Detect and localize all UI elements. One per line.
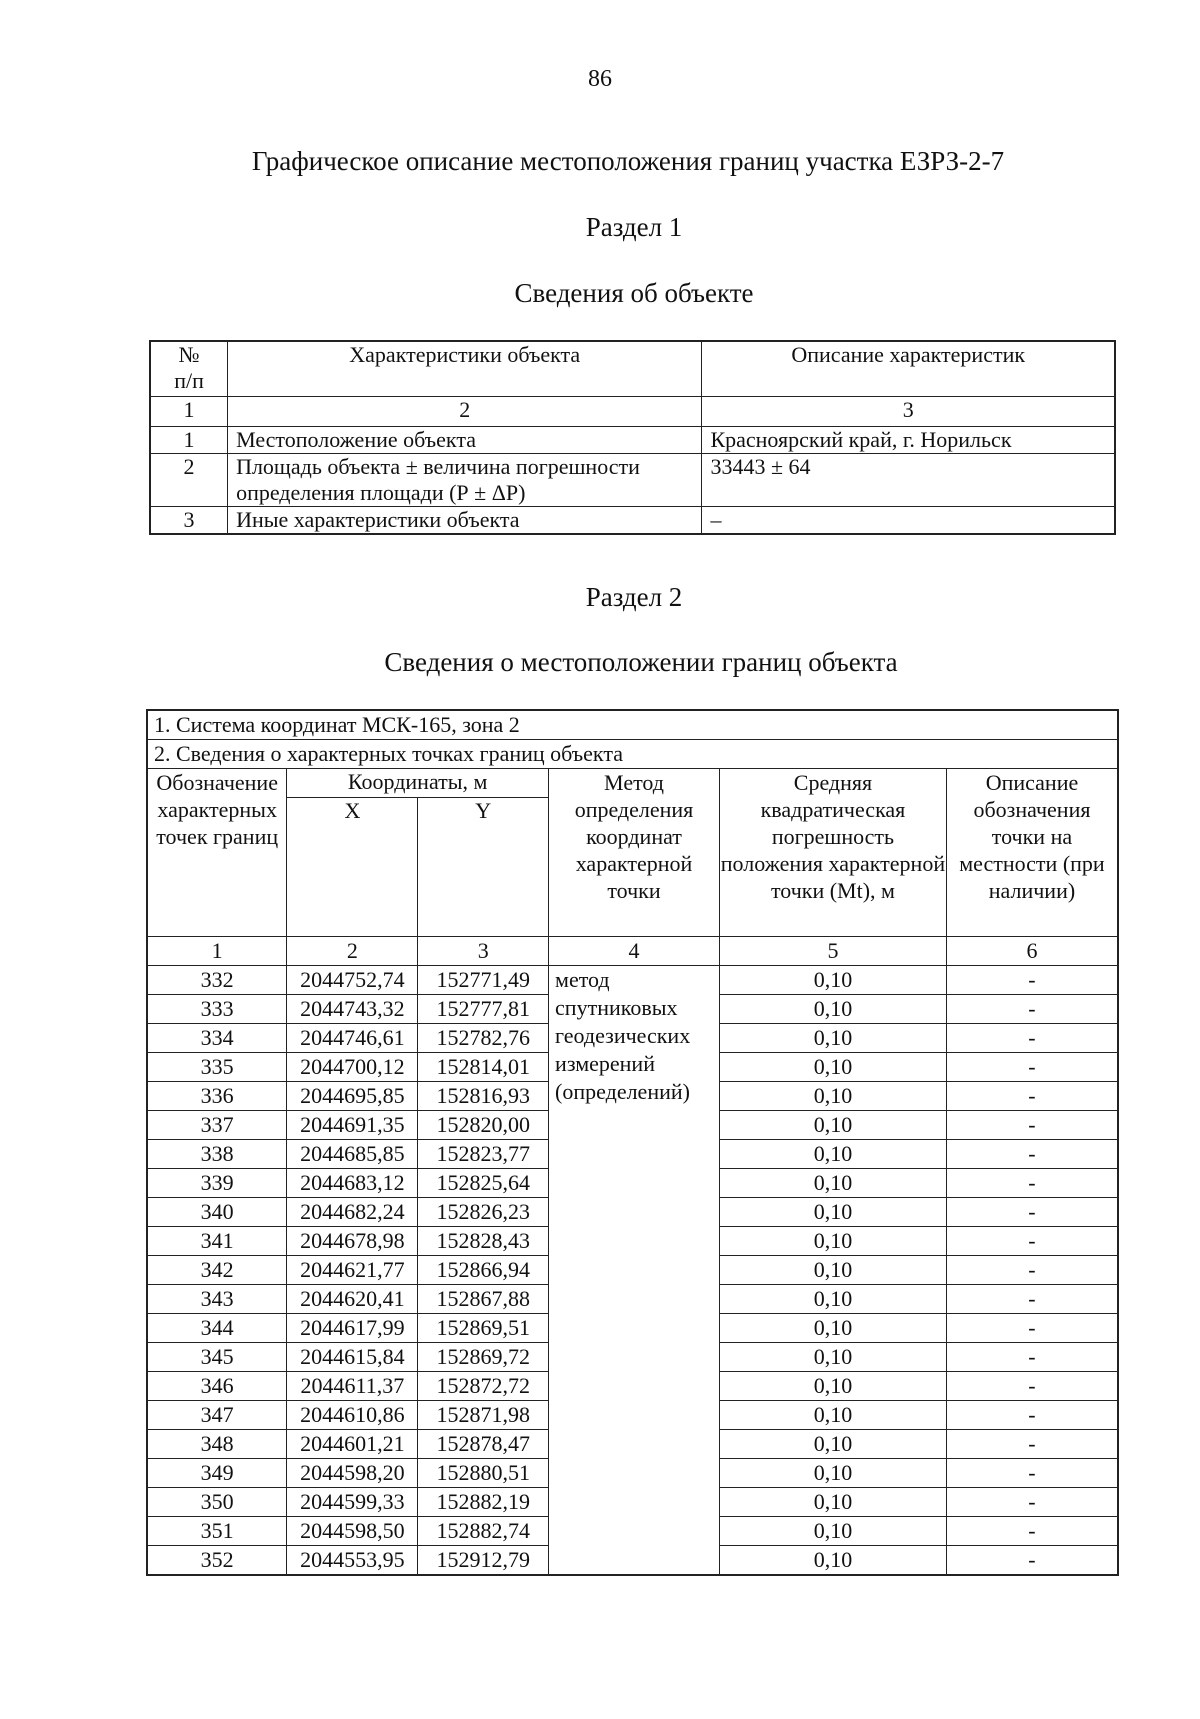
point-x: 2044683,12	[287, 1169, 418, 1198]
point-description: -	[946, 1169, 1118, 1198]
point-description: -	[946, 1256, 1118, 1285]
point-id: 348	[147, 1430, 287, 1459]
point-error: 0,10	[719, 1517, 946, 1546]
boundary-points-table	[146, 709, 1119, 1576]
point-y: 152777,81	[418, 995, 549, 1024]
section1-subtitle: Сведения об объекте	[514, 278, 754, 308]
colnum-cell: 3	[418, 937, 549, 966]
point-x: 2044610,86	[287, 1401, 418, 1430]
point-y: 152871,98	[418, 1401, 549, 1430]
header-cell-characteristics: Характеристики объекта	[228, 341, 702, 397]
colnum-cell: 6	[946, 937, 1118, 966]
row-name: Площадь объекта ± величина погрешности определения площади (Р ± ΔР)	[228, 454, 702, 507]
point-error: 0,10	[719, 1140, 946, 1169]
point-x: 2044691,35	[287, 1111, 418, 1140]
row-value: Красноярский край, г. Норильск	[702, 427, 1115, 454]
coord-system-cell: 1. Система координат МСК-165, зона 2	[147, 710, 1118, 740]
point-error: 0,10	[719, 1430, 946, 1459]
point-description: -	[946, 1024, 1118, 1053]
row-name: Местоположение объекта	[228, 427, 702, 454]
points-colnum-row	[147, 937, 1118, 966]
point-description: -	[946, 1517, 1118, 1546]
row-number: 1	[150, 427, 228, 454]
point-y: 152771,49	[418, 966, 549, 995]
object-table-colnum-row	[150, 397, 1115, 427]
point-error: 0,10	[719, 1169, 946, 1198]
point-id: 343	[147, 1285, 287, 1314]
point-x: 2044601,21	[287, 1430, 418, 1459]
point-error: 0,10	[719, 1459, 946, 1488]
point-x: 2044620,41	[287, 1285, 418, 1314]
point-error: 0,10	[719, 1053, 946, 1082]
point-error: 0,10	[719, 995, 946, 1024]
point-error: 0,10	[719, 1256, 946, 1285]
point-id: 352	[147, 1546, 287, 1576]
point-y: 152869,51	[418, 1314, 549, 1343]
point-description: -	[946, 1227, 1118, 1256]
row-value: –	[702, 507, 1115, 535]
point-description: -	[946, 1401, 1118, 1430]
method-cell: метод спутниковых геодезических измерений (определений)	[549, 966, 720, 1576]
row-value: 33443 ± 64	[702, 454, 1115, 507]
point-x: 2044621,77	[287, 1256, 418, 1285]
row-number: 3	[150, 507, 228, 535]
header-cell-description: Описание характеристик	[702, 341, 1115, 397]
point-description: -	[946, 1111, 1118, 1140]
colnum-cell: 2	[287, 937, 418, 966]
colnum-cell: 1	[150, 397, 228, 427]
point-x: 2044746,61	[287, 1024, 418, 1053]
point-description: -	[946, 1488, 1118, 1517]
point-x: 2044743,32	[287, 995, 418, 1024]
point-description: -	[946, 1082, 1118, 1111]
point-y: 152825,64	[418, 1169, 549, 1198]
point-x: 2044599,33	[287, 1488, 418, 1517]
point-x: 2044553,95	[287, 1546, 418, 1576]
point-y: 152828,43	[418, 1227, 549, 1256]
table-row	[150, 427, 1115, 454]
point-description: -	[946, 1314, 1118, 1343]
point-id: 332	[147, 966, 287, 995]
point-y: 152814,01	[418, 1053, 549, 1082]
point-y: 152823,77	[418, 1140, 549, 1169]
table-row	[150, 507, 1115, 535]
point-x: 2044598,20	[287, 1459, 418, 1488]
table-row	[150, 454, 1115, 507]
point-error: 0,10	[719, 1314, 946, 1343]
point-x: 2044700,12	[287, 1053, 418, 1082]
colnum-cell: 1	[147, 937, 287, 966]
point-id: 335	[147, 1053, 287, 1082]
point-y: 152880,51	[418, 1459, 549, 1488]
colnum-cell: 2	[228, 397, 702, 427]
point-id: 341	[147, 1227, 287, 1256]
point-id: 336	[147, 1082, 287, 1111]
point-y: 152882,74	[418, 1517, 549, 1546]
point-error: 0,10	[719, 966, 946, 995]
point-id: 347	[147, 1401, 287, 1430]
point-id: 342	[147, 1256, 287, 1285]
object-info-table	[149, 340, 1116, 535]
header-designation: Обозначение характерных точек границ	[147, 769, 287, 937]
point-id: 338	[147, 1140, 287, 1169]
point-y: 152872,72	[418, 1372, 549, 1401]
point-id: 350	[147, 1488, 287, 1517]
points-body	[147, 966, 1118, 1576]
point-y: 152912,79	[418, 1546, 549, 1576]
point-description: -	[946, 1459, 1118, 1488]
point-x: 2044685,85	[287, 1140, 418, 1169]
point-error: 0,10	[719, 1111, 946, 1140]
point-x: 2044611,37	[287, 1372, 418, 1401]
points-header-row	[147, 769, 1118, 798]
point-error: 0,10	[719, 1024, 946, 1053]
row-number: 2	[150, 454, 228, 507]
point-x: 2044682,24	[287, 1198, 418, 1227]
point-y: 152826,23	[418, 1198, 549, 1227]
point-x: 2044615,84	[287, 1343, 418, 1372]
table-row	[147, 966, 1118, 995]
header-y: Y	[418, 798, 549, 937]
point-error: 0,10	[719, 1285, 946, 1314]
point-x: 2044617,99	[287, 1314, 418, 1343]
point-description: -	[946, 1285, 1118, 1314]
point-id: 349	[147, 1459, 287, 1488]
coord-system-row	[147, 710, 1118, 740]
point-y: 152869,72	[418, 1343, 549, 1372]
point-x: 2044678,98	[287, 1227, 418, 1256]
point-error: 0,10	[719, 1401, 946, 1430]
header-x: X	[287, 798, 418, 937]
point-id: 345	[147, 1343, 287, 1372]
section2-title: Раздел 2	[585, 582, 683, 612]
colnum-cell: 3	[702, 397, 1115, 427]
header-cell-number: № п/п	[150, 341, 228, 397]
point-y: 152866,94	[418, 1256, 549, 1285]
point-description: -	[946, 1053, 1118, 1082]
document-title: Графическое описание местоположения границ участка ЕЗРЗ-2-7	[251, 146, 1005, 176]
point-y: 152867,88	[418, 1285, 549, 1314]
point-y: 152820,00	[418, 1111, 549, 1140]
point-error: 0,10	[719, 1198, 946, 1227]
section2-subtitle: Сведения о местоположении границ объекта	[384, 647, 898, 677]
header-coordinates: Координаты, м	[287, 769, 549, 798]
point-y: 152882,19	[418, 1488, 549, 1517]
point-error: 0,10	[719, 1227, 946, 1256]
point-description: -	[946, 1546, 1118, 1576]
point-x: 2044695,85	[287, 1082, 418, 1111]
point-id: 334	[147, 1024, 287, 1053]
point-description: -	[946, 1430, 1118, 1459]
point-description: -	[946, 1198, 1118, 1227]
point-error: 0,10	[719, 1546, 946, 1576]
point-y: 152816,93	[418, 1082, 549, 1111]
point-x: 2044752,74	[287, 966, 418, 995]
point-error: 0,10	[719, 1488, 946, 1517]
point-error: 0,10	[719, 1343, 946, 1372]
point-id: 340	[147, 1198, 287, 1227]
section1-title: Раздел 1	[585, 212, 683, 242]
colnum-cell: 5	[719, 937, 946, 966]
point-id: 344	[147, 1314, 287, 1343]
row-name: Иные характеристики объекта	[228, 507, 702, 535]
point-id: 346	[147, 1372, 287, 1401]
point-error: 0,10	[719, 1082, 946, 1111]
point-y: 152878,47	[418, 1430, 549, 1459]
point-description: -	[946, 1372, 1118, 1401]
points-heading-cell: 2. Сведения о характерных точках границ объекта	[147, 740, 1118, 769]
page-number: 86	[588, 66, 612, 92]
point-id: 339	[147, 1169, 287, 1198]
point-error: 0,10	[719, 1372, 946, 1401]
point-description: -	[946, 1140, 1118, 1169]
point-description: -	[946, 995, 1118, 1024]
point-description: -	[946, 1343, 1118, 1372]
point-x: 2044598,50	[287, 1517, 418, 1546]
point-y: 152782,76	[418, 1024, 549, 1053]
header-method: Метод определения координат характерной точки	[549, 769, 720, 937]
header-description: Описание обозначения точки на местности (при наличии)	[946, 769, 1118, 937]
point-id: 333	[147, 995, 287, 1024]
points-heading-row	[147, 740, 1118, 769]
header-error: Средняя квадратическая погрешность положения характерной точки (Mt), м	[719, 769, 946, 937]
point-description: -	[946, 966, 1118, 995]
object-table-header-row	[150, 341, 1115, 397]
colnum-cell: 4	[549, 937, 720, 966]
point-id: 351	[147, 1517, 287, 1546]
point-id: 337	[147, 1111, 287, 1140]
